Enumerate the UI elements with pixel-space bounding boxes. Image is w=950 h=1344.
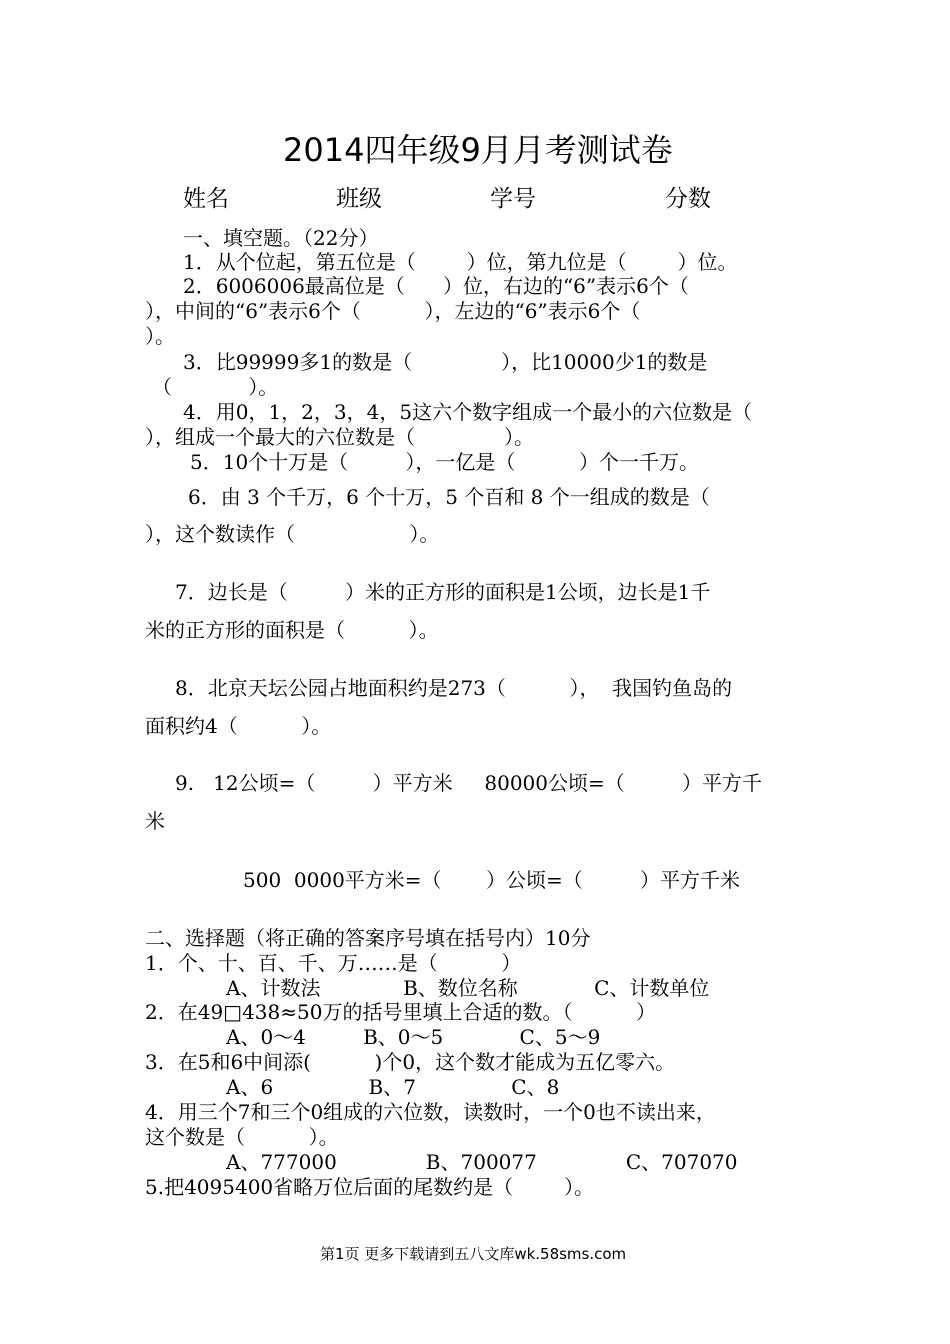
question-1-2-line1: 2．6006006最高位是（ ）位，右边的“6”表示6个（ — [183, 274, 689, 298]
question-1-3-line2: （ ）。 — [152, 375, 279, 399]
question-1-4-line1: 4．用0，1，2，3，4，5这六个数字组成一个最小的六位数是（ — [183, 400, 753, 424]
question-1-9-line1: 9. 12公顷=（ ）平方米 80000公顷=（ ）平方千 — [175, 771, 762, 795]
header-score: 分数 — [665, 186, 711, 212]
question-1-8-line2: 面积约4（ ）。 — [145, 714, 332, 738]
question-2-1: 1．个、十、百、千、万……是（ ） — [145, 951, 522, 975]
question-2-1-options: A、计数法 B、数位名称 C、计数单位 — [226, 976, 710, 1000]
question-1-4-line2: ），组成一个最大的六位数是（ ）。 — [145, 425, 535, 449]
question-1-6-line1: 6．由 3 个千万，6 个十万，5 个百和 8 个一组成的数是（ — [188, 485, 710, 509]
question-1-7-line1: 7．边长是（ ）米的正方形的面积是1公顷，边长是1千 — [175, 580, 711, 604]
header-student-id: 学号 — [490, 186, 536, 212]
question-2-5: 5.把4095400省略万位后面的尾数约是（ ）。 — [145, 1175, 595, 1199]
question-1-3-line1: 3．比99999多1的数是（ ），比10000少1的数是 — [183, 350, 708, 374]
header-class: 班级 — [336, 186, 382, 212]
header-name: 姓名 — [183, 186, 229, 212]
question-2-3-options: A、6 B、7 C、8 — [226, 1075, 560, 1099]
question-2-4-line1: 4．用三个7和三个0组成的六位数，读数时，一个0也不读出来， — [145, 1100, 716, 1124]
exam-title: 2014四年级9月月考测试卷 — [283, 131, 673, 169]
question-2-2-options: A、0～4 B、0～5 C、5～9 — [226, 1025, 601, 1049]
question-1-7-line2: 米的正方形的面积是（ ）。 — [145, 618, 439, 642]
question-1-2-line3: ）。 — [145, 324, 175, 348]
question-1-8-line1: 8．北京天坛公园占地面积约是273（ ）， 我国钓鱼岛的 — [175, 676, 733, 700]
question-2-3: 3．在5和6中间添( )个0，这个数才能成为五亿零六。 — [145, 1050, 676, 1074]
question-1-2-line2: ），中间的“6”表示6个（ ），左边的“6”表示6个（ — [145, 299, 641, 323]
section2-heading: 二、选择题（将正确的答案序号填在括号内）10分 — [145, 926, 591, 950]
question-2-4-options: A、777000 B、700077 C、707070 — [226, 1150, 738, 1174]
question-1-5: 5．10个十万是（ ），一亿是（ ）个一千万。 — [190, 450, 699, 474]
section1-heading: 一、填空题。（22分） — [183, 226, 379, 250]
question-1-9-line3: 500 0000平方米=（ ）公顷=（ ）平方千米 — [243, 868, 741, 892]
question-1-9-line2: 米 — [145, 809, 165, 833]
page-footer: 第1页 更多下载请到五八文库wk.58sms.com — [320, 1245, 627, 1263]
question-2-2: 2．在49□438≈50万的括号里填上合适的数。（ ） — [145, 1000, 657, 1024]
question-2-4-line2: 这个数是（ ）。 — [145, 1125, 339, 1149]
question-1-6-line2: ），这个数读作（ ）。 — [145, 522, 440, 546]
question-1-1: 1．从个位起，第五位是（ ）位，第九位是（ ）位。 — [183, 250, 738, 274]
